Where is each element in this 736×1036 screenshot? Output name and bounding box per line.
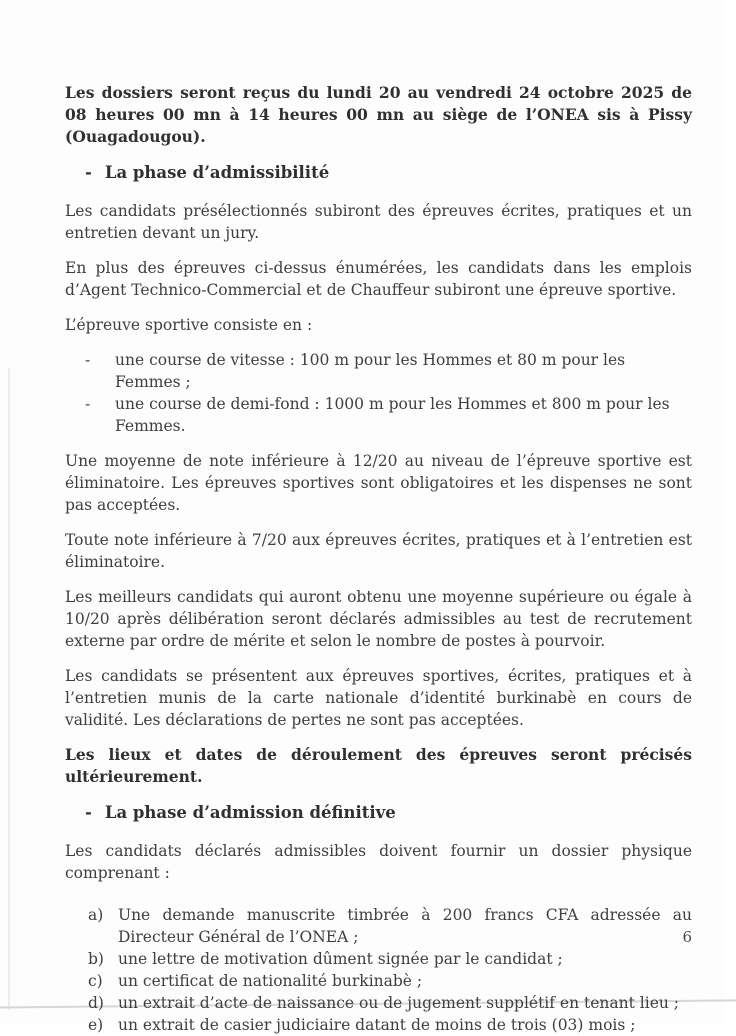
dash-bullet: - bbox=[85, 395, 91, 413]
list-item-text: une lettre de motivation dûment signée par le candidat ; bbox=[118, 950, 563, 968]
list-item-letter: b) bbox=[88, 950, 104, 968]
heading-admission bbox=[65, 802, 692, 824]
paragraph-dossier-physique: Les candidats déclarés admissibles doivent fournir un dossier physique comprenant : bbox=[65, 842, 692, 882]
list-item-text: une course de demi-fond : 1000 m pour les Hommes et 800 m pour les Femmes. bbox=[115, 395, 670, 435]
list-item-letter: a) bbox=[88, 906, 104, 924]
required-documents-list bbox=[65, 904, 692, 1036]
list-item bbox=[65, 948, 692, 970]
intro-paragraph: Les dossiers seront reçus du lundi 20 au vendredi 24 octobre 2025 de 08 heures 00 mn à 14 heures 00 mn au siège de l’ONEA sis à Pissy (Ouagadougou). bbox=[65, 83, 692, 146]
list-item-text: un extrait d’acte de naissance ou de jugement supplétif en tenant lieu ; bbox=[118, 994, 679, 1012]
paragraph-epreuve-emplois: En plus des épreuves ci-dessus énumérées, les candidats dans les emplois d’Agent Technico-Commercial et de Chauffeur subiront une épreuve sportive. bbox=[65, 259, 692, 299]
list-item-letter: e) bbox=[88, 1016, 104, 1034]
paragraph-lieux-dates: Les lieux et dates de déroulement des épreuves seront précisés ultérieurement. bbox=[65, 745, 692, 786]
sport-events-list bbox=[65, 349, 692, 437]
paragraph-preselection: Les candidats présélectionnés subiront des épreuves écrites, pratiques et un entretien devant un jury. bbox=[65, 202, 692, 242]
page-content bbox=[65, 82, 692, 1036]
list-item-letter: d) bbox=[88, 994, 104, 1012]
page-number: 6 bbox=[682, 928, 692, 946]
scan-edge-left-artifact bbox=[8, 368, 10, 1010]
heading-dash: - bbox=[85, 163, 92, 182]
heading-admissibilite-label: La phase d’admissibilité bbox=[104, 163, 330, 182]
dash-bullet: - bbox=[85, 351, 91, 369]
paragraph-epreuve-intro: L’épreuve sportive consiste en : bbox=[65, 316, 313, 334]
list-item bbox=[65, 904, 692, 948]
heading-dash: - bbox=[85, 803, 92, 822]
list-item-text: une course de vitesse : 100 m pour les Hommes et 80 m pour les Femmes ; bbox=[115, 351, 626, 391]
list-item bbox=[65, 992, 692, 1014]
list-item bbox=[65, 1014, 692, 1036]
heading-admissibilite bbox=[65, 162, 692, 184]
heading-admission-label: La phase d’admission définitive bbox=[104, 803, 396, 822]
list-item bbox=[65, 970, 692, 992]
list-item-letter: c) bbox=[88, 972, 103, 990]
paragraph-note-ecrites: Toute note inférieure à 7/20 aux épreuves écrites, pratiques et à l’entretien est éliminatoire. bbox=[65, 531, 692, 571]
paragraph-meilleurs-candidats: Les meilleurs candidats qui auront obtenu une moyenne supérieure ou égale à 10/20 après délibération seront déclarés admissibles au test de recrutement externe par ordre de mérite et selon le nombre de postes à pourvoir. bbox=[65, 588, 692, 650]
list-item-text: un extrait de casier judiciaire datant de moins de trois (03) mois ; bbox=[118, 1016, 636, 1034]
list-item-text: un certificat de nationalité burkinabè ; bbox=[118, 972, 423, 990]
list-item bbox=[65, 393, 692, 437]
paragraph-moyenne-sportive: Une moyenne de note inférieure à 12/20 au niveau de l’épreuve sportive est éliminatoire. Les épreuves sportives sont obligatoires et les dispenses ne sont pas acceptées. bbox=[65, 452, 692, 514]
paragraph-presentation-cni: Les candidats se présentent aux épreuves sportives, écrites, pratiques et à l’entretien munis de la carte nationale d’identité burkinabè en cours de validité. Les déclarations de pertes ne sont pas acceptées. bbox=[65, 667, 692, 729]
list-item-text: Une demande manuscrite timbrée à 200 francs CFA adressée au Directeur Général de l’ONEA ; bbox=[118, 906, 692, 946]
list-item bbox=[65, 349, 692, 393]
